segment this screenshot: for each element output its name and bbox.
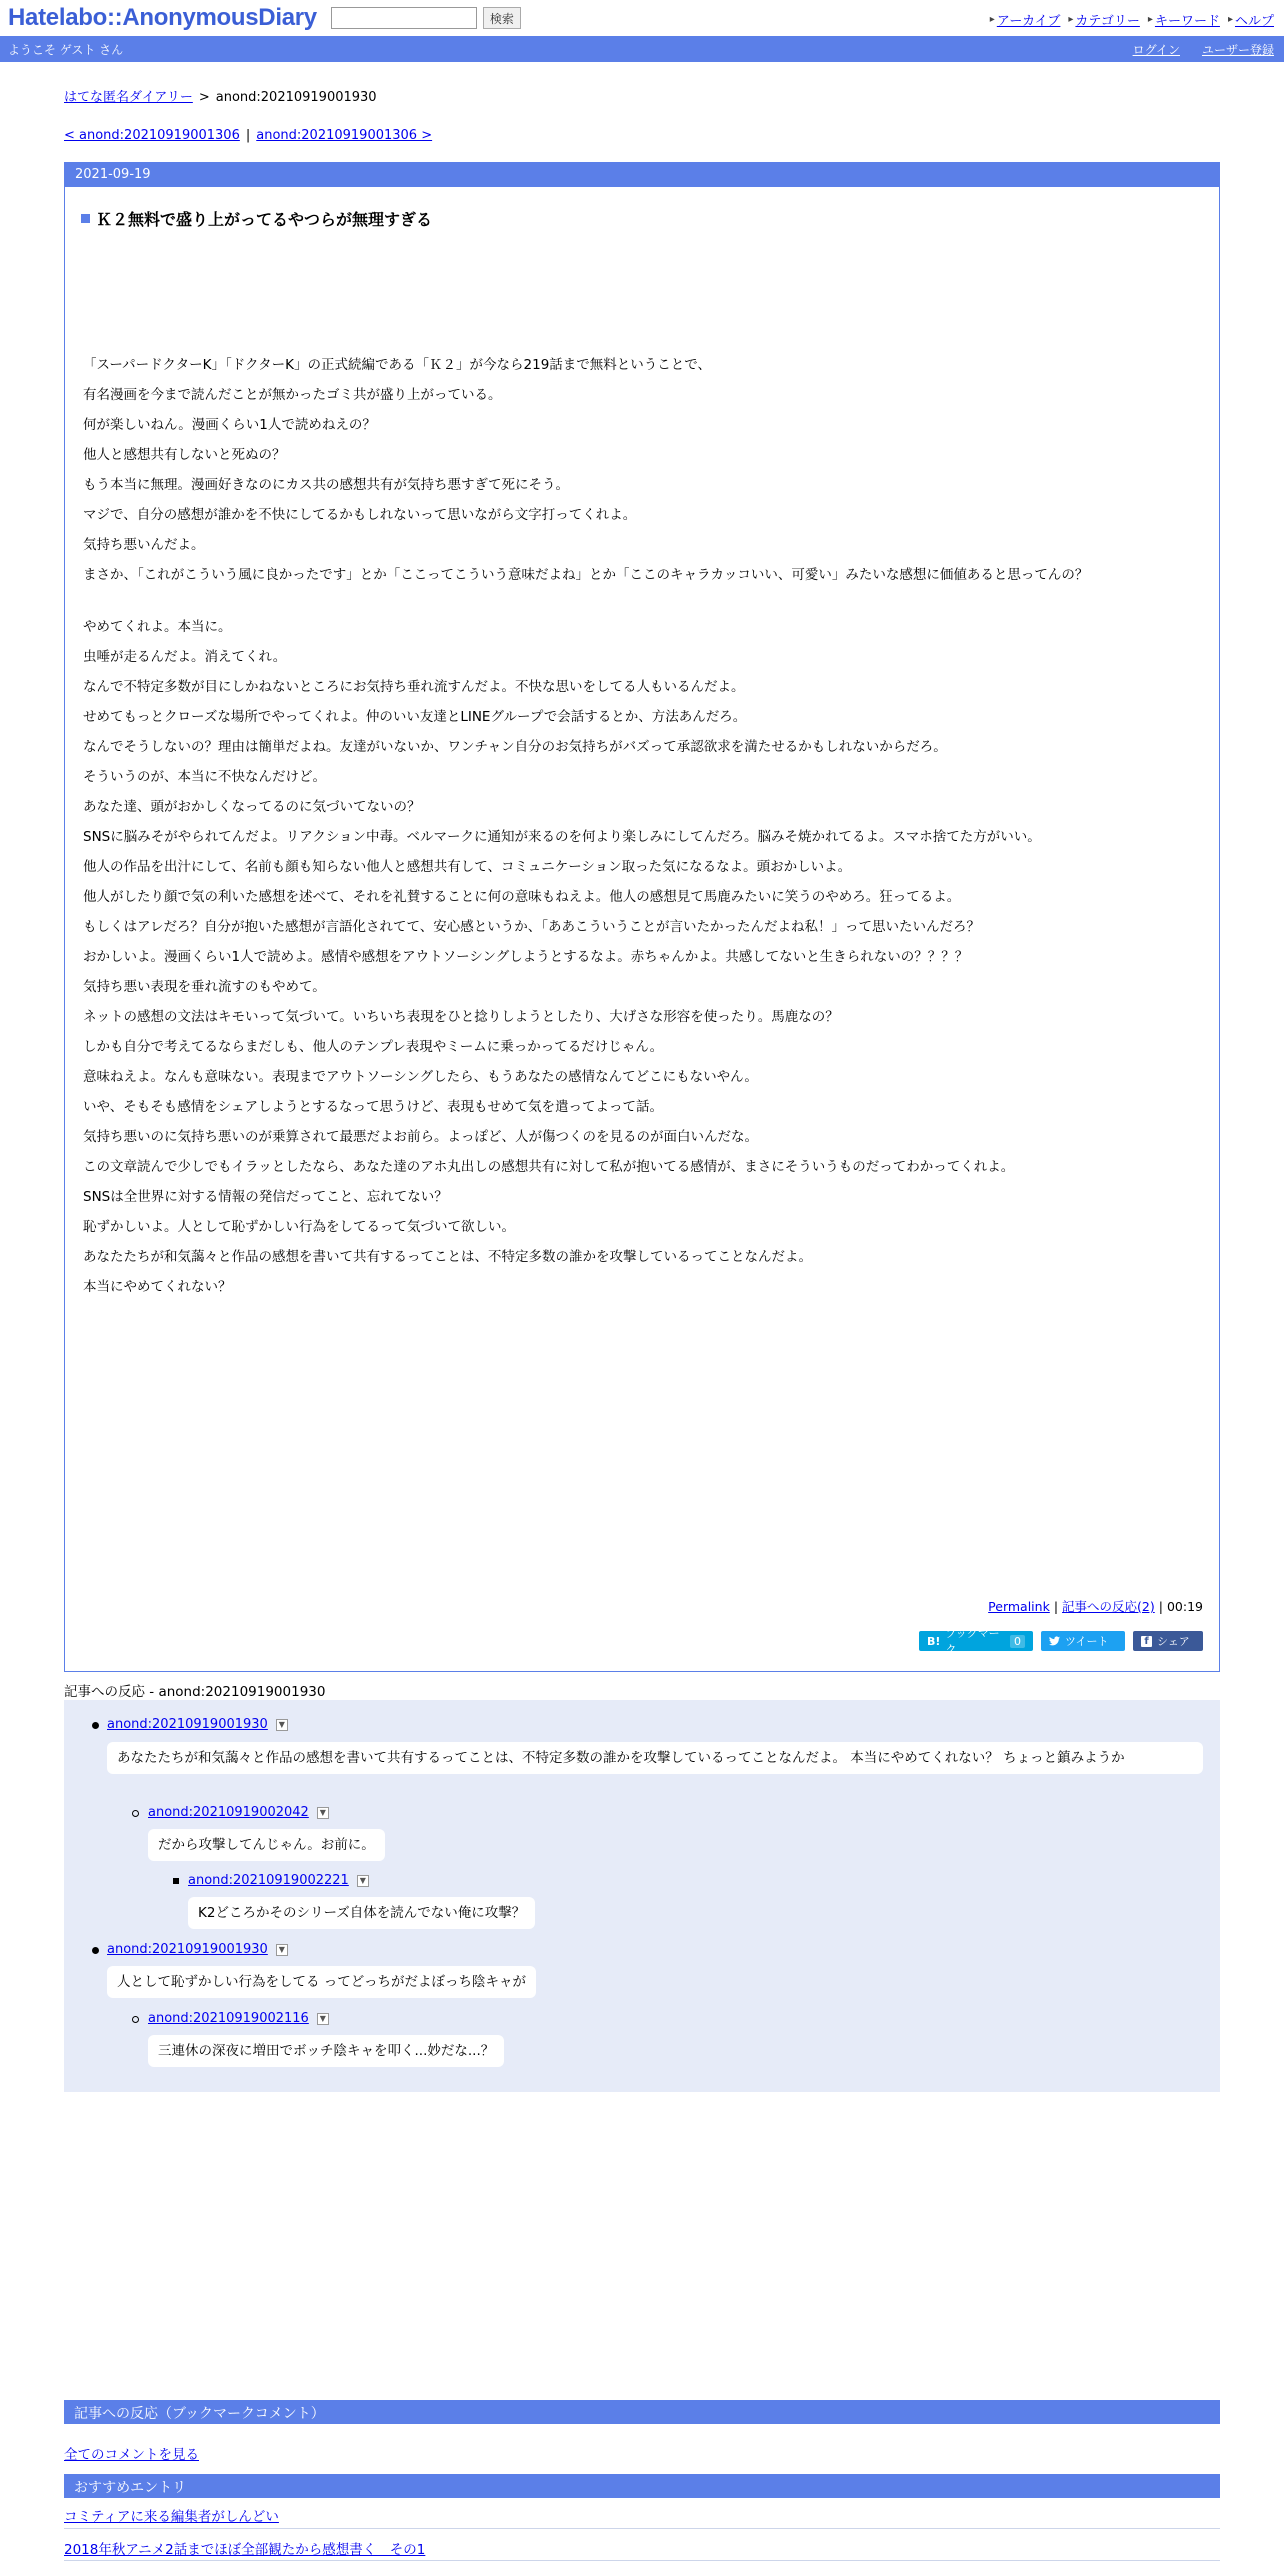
share-buttons [919,1627,1203,1656]
hatena-bookmark-count: 0 [1010,1635,1025,1648]
reaction-link[interactable]: anond:20210919002042 [148,1805,309,1820]
entry-paragraph: 「スーパードクターK」「ドクターK」の正式続編である「Ｋ２」が今なら219話まで無料ということで、 [83,357,712,373]
pager-separator: | [245,128,251,143]
reaction-bubble: だから攻撃してんじゃん。お前に。 [148,1829,385,1861]
entry-paragraph: まさか、「これがこういう風に良かったです」とか「ここってこういう意味だよね」とか「ここのキャラカッコいい、可愛い」みたいな感想に価値あると思ってんの？ [83,567,1089,583]
entry-box [64,162,1220,1672]
entry-paragraph: おかしいよ。漫画くらい1人で読めよ。感情や感想をアウトソーシングしようとするなよ。赤ちゃんかよ。共感してないと生きられないの？？？？ [83,949,969,965]
recommended-entry[interactable]: コミティアに来る編集者がしんどい [64,2509,279,2525]
footer-separator: | [1158,1599,1163,1614]
nav-category[interactable]: ▸ カテゴリー [1068,14,1140,29]
entry-title [81,207,432,230]
entry-paragraph: 何が楽しいねん。漫画くらい1人で読めねえの？ [83,417,376,433]
reaction-link[interactable]: anond:20210919001930 [107,1942,268,1957]
entry-pager [64,128,432,143]
reactions-link[interactable]: 記事への反応(2) [1062,1599,1155,1614]
hatena-bookmark-button[interactable] [919,1627,1033,1656]
twitter-bird-icon [1049,1636,1060,1646]
dropdown-icon[interactable]: ▼ [317,1807,329,1819]
entry-paragraph: 本当にやめてくれない？ [83,1279,232,1295]
list-bullet [92,1722,99,1729]
facebook-share-label: シェア [1157,1635,1190,1648]
site-logo[interactable]: Hatelabo::AnonymousDiary [8,4,317,31]
entry-paragraph: もしくはアレだろ？自分が抱いた感想が言語化されてて、安心感というか、「ああこういうことが言いたかったんだよね私！」って思いたいんだろ？ [83,919,980,935]
entry-paragraph: 気持ち悪いのに気持ち悪いのが乗算されて最悪だよお前ら。よっぽど、人が傷つくのを見るのが面白いんだな。 [83,1129,758,1145]
bookmark-comments-heading: 記事への反応（ブックマークコメント） [64,2400,1220,2424]
entry-paragraph: 気持ち悪い表現を垂れ流すのもやめて。 [83,979,326,995]
entry-paragraph: しかも自分で考えてるならまだしも、他人のテンプレ表現やミームに乗っかってるだけじゃん。 [83,1039,664,1055]
dropdown-icon[interactable]: ▼ [357,1875,369,1887]
reaction-item [188,1873,369,1888]
entry-paragraph: SNSに脳みそがやられてんだよ。リアクション中毒。ベルマークに通知が来るのを何より楽しみにしてんだろ。脳みそ焼かれてるよ。スマホ捨てた方がいい。 [83,829,1041,845]
search-input[interactable] [331,7,477,29]
list-bullet [92,1947,99,1954]
entry-paragraph: せめてもっとクローズな場所でやってくれよ。仲のいい友達とLINEグループで会話するとか、方法あんだろ。 [83,709,747,725]
reactions-heading: 記事への反応 - anond:20210919001930 [64,1680,1220,1703]
hatena-bookmark-label: ブックマーク [945,1627,1000,1656]
arrow-right-icon: ▸ [1227,14,1233,25]
breadcrumb [64,86,377,105]
entry-paragraph: 他人がしたり顔で気の利いた感想を述べて、それを礼賛することに何の意味もねえよ。他人の感想見て馬鹿みたいに笑うのやめろ。狂ってるよ。 [83,889,961,905]
entry-body [83,350,1201,1302]
reaction-link[interactable]: anond:20210919002116 [148,2011,309,2026]
reaction-item [107,1717,288,1732]
entry-paragraph: 気持ち悪いんだよ。 [83,537,205,553]
recommended-entry[interactable]: 2018年秋アニメ2話までほぼ全部観たから感想書く その1 [64,2542,426,2558]
reaction-bubble: 人として恥ずかしい行為をしてる ってどっちがだよぼっち陰キャが [107,1966,536,1998]
entry-paragraph: 虫唾が走るんだよ。消えてくれ。 [83,649,287,665]
reactions-tree [64,1700,1220,2092]
dropdown-icon[interactable]: ▼ [276,1944,288,1956]
entry-paragraph: 有名漫画を今まで読んだことが無かったゴミ共が盛り上がっている。 [83,387,502,403]
tweet-label: ツイート [1065,1635,1109,1648]
entry-paragraph: マジで、自分の感想が誰かを不快にしてるかもしれないって思いながら文字打ってくれよ。 [83,507,637,523]
list-bullet [173,1878,179,1884]
entry-footer [988,1597,1203,1615]
entry-paragraph: そういうのが、本当に不快なんだけど。 [83,769,326,785]
login-link[interactable]: ログイン [1132,43,1180,57]
reaction-item [107,1942,288,1957]
entry-paragraph: やめてくれよ。本当に。 [83,619,232,635]
tweet-button[interactable] [1041,1631,1125,1651]
entry-date: 2021-09-19 [65,163,1219,187]
entry-paragraph: なんで不特定多数が目にしかねないところにお気持ち垂れ流すんだよ。不快な思いをしてる人もいるんだよ。 [83,679,745,695]
all-comments-link[interactable]: 全てのコメントを見る [64,2447,199,2463]
entry-paragraph: いや、そもそも感情をシェアしようとするなって思うけど、表現もせめて気を遣ってよって話。 [83,1099,663,1115]
reaction-item [148,2011,329,2026]
nav-keyword[interactable]: ▸ キーワード [1147,14,1220,29]
arrow-right-icon: ▸ [989,14,995,25]
entry-paragraph: もう本当に無理。漫画好きなのにカス共の感想共有が気持ち悪すぎて死にそう。 [83,477,569,493]
nav-help[interactable]: ▸ ヘルプ [1227,14,1274,29]
entry-paragraph: あなたたちが和気藹々と作品の感想を書いて共有するってことは、不特定多数の誰かを攻撃しているってことなんだよ。 [83,1249,812,1265]
entry-paragraph: 恥ずかしいよ。人として恥ずかしい行為をしてるって気づいて欲しい。 [83,1219,515,1235]
hatena-b-icon: B! [927,1634,941,1648]
reaction-item [148,1805,329,1820]
welcome-bar [0,36,1284,62]
divider [64,2528,1220,2529]
permalink-link[interactable]: Permalink [988,1599,1050,1614]
entry-paragraph: あなた達、頭がおかしくなってるのに気づいてないの？ [83,799,421,815]
list-bullet [132,1810,139,1817]
nav-archive[interactable]: ▸ アーカイブ [989,14,1061,29]
reaction-bubble: あなたたちが和気藹々と作品の感想を書いて共有するってことは、不特定多数の誰かを攻撃しているってことなんだよ。 本当にやめてくれない？ ちょっと鎮みようか [107,1742,1203,1774]
dropdown-icon[interactable]: ▼ [276,1719,288,1731]
search-button[interactable]: 検索 [483,7,521,29]
footer-separator: | [1053,1599,1059,1614]
arrow-right-icon: ▸ [1068,14,1074,25]
entry-paragraph: 他人の作品を出汁にして、名前も顔も知らない他人と感想共有して、コミュニケーション取った気になるなよ。頭おかしいよ。 [83,859,852,875]
header-nav [990,10,1274,29]
entry-title-text: Ｋ２無料で盛り上がってるやつらが無理すぎる [96,210,433,229]
entry-paragraph: この文章読んで少しでもイラッとしたなら、あなた達のアホ丸出しの感想共有に対して私が抱いてる感情が、まさにそういうものだってわかってくれよ。 [83,1159,1015,1175]
welcome-text: ようこそ ゲスト さん [8,42,124,57]
next-entry-link[interactable]: anond:20210919001306 > [256,128,433,143]
reaction-link[interactable]: anond:20210919002221 [188,1873,349,1888]
entry-paragraph: ネットの感想の文法はキモいって気づいて。いちいち表現をひと捻りしようとしたり、大げさな形容を使ったり。馬鹿なの？ [83,1009,839,1025]
reaction-bubble: K2どころかそのシリーズ自体を読んでない俺に攻撃？ [188,1897,535,1929]
arrow-right-icon: ▸ [1147,14,1153,25]
breadcrumb-current: anond:20210919001930 [215,90,377,105]
recommended-heading: おすすめエントリ [64,2474,1220,2498]
entry-paragraph: 他人と感想共有しないと死ぬの？ [83,447,286,463]
facebook-share-button[interactable] [1133,1631,1203,1651]
breadcrumb-home[interactable]: はてな匿名ダイアリー [64,90,193,105]
breadcrumb-separator: > [198,90,210,105]
reaction-link[interactable]: anond:20210919001930 [107,1717,268,1732]
entry-paragraph: SNSは全世界に対する情報の発信だってこと、忘れてない？ [83,1189,448,1205]
site-header [0,0,1284,36]
dropdown-icon[interactable]: ▼ [317,2013,329,2025]
register-link[interactable]: ユーザー登録 [1201,43,1274,57]
divider [64,2560,1220,2561]
entry-paragraph: 意味ねえよ。なんも意味ない。表現までアウトソーシングしたら、もうあなたの感情なんてどこにもないやん。 [83,1069,758,1085]
reaction-bubble: 三連休の深夜に増田でボッチ陰キャを叩く...妙だな...？ [148,2035,504,2067]
entry-time: 00:19 [1166,1599,1203,1614]
list-bullet [132,2016,139,2023]
facebook-f-icon: f [1141,1636,1152,1647]
prev-entry-link[interactable]: < anond:20210919001306 [64,128,240,143]
entry-permalink-square-icon[interactable] [81,214,90,223]
entry-paragraph: なんでそうしないの？理由は簡単だよね。友達がいないか、ワンチャン自分のお気持ちがバズって承認欲求を満たせるかもしれないからだろ。 [83,739,947,755]
